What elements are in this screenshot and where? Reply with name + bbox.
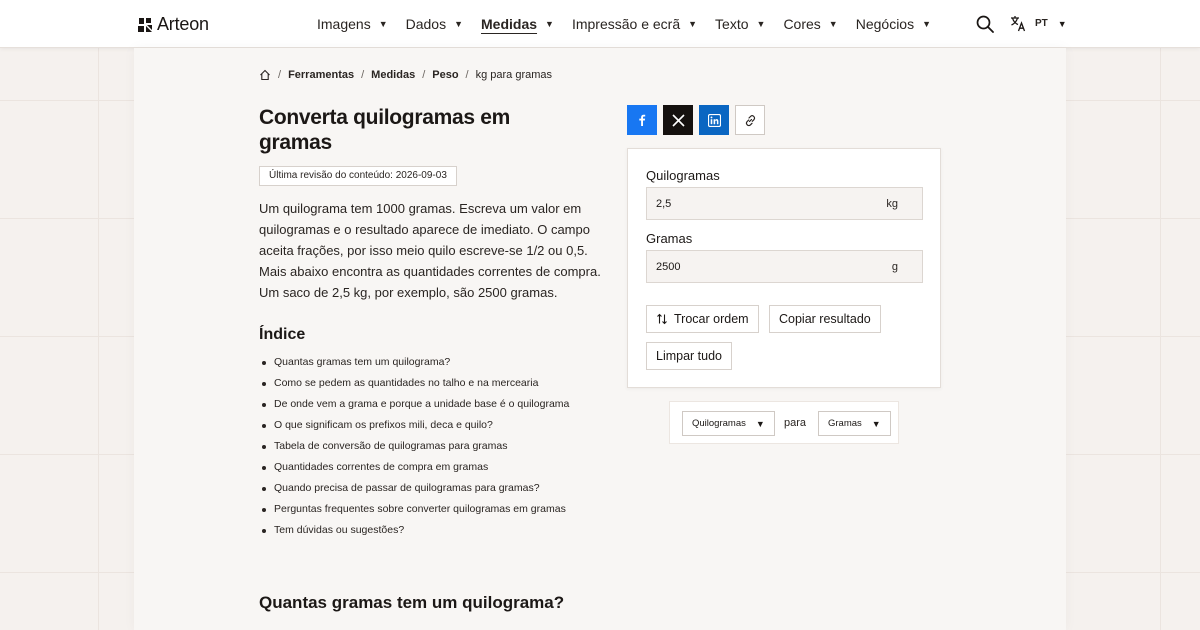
- nav-item-texto[interactable]: [715, 0, 765, 48]
- search-icon[interactable]: [976, 15, 994, 33]
- swap-order-label: Trocar ordem: [674, 312, 749, 326]
- nav-label: Negócios: [855, 16, 915, 32]
- nav-label: Dados: [405, 16, 447, 32]
- chevron-down-icon: ▼: [688, 19, 698, 29]
- toc-heading: Índice: [259, 326, 306, 343]
- main-content: [134, 48, 1066, 630]
- breadcrumb-separator: /: [361, 69, 365, 81]
- breadcrumb-current: kg para gramas: [475, 69, 553, 81]
- nav-item-dados[interactable]: [406, 0, 463, 48]
- nav-label: Impressão e ecrã: [571, 16, 681, 32]
- to-unit: g: [891, 261, 898, 273]
- chevron-down-icon: ▼: [545, 19, 554, 29]
- toc-item[interactable]: Quantidades correntes de compra em gramas: [259, 457, 569, 478]
- main-nav: [317, 0, 949, 48]
- toc-item[interactable]: Perguntas frequentes sobre converter quilogramas em gramas: [259, 499, 569, 520]
- chevron-down-icon: ▼: [922, 19, 932, 29]
- top-navigation-bar: [0, 0, 1200, 48]
- from-unit-select[interactable]: [682, 411, 775, 436]
- nav-label: Cores: [783, 16, 821, 32]
- to-field-label: Gramas: [646, 231, 693, 246]
- unit-selector-row: [669, 401, 899, 444]
- table-of-contents: [259, 352, 569, 541]
- copy-result-label: Copiar resultado: [779, 312, 871, 326]
- section-heading: Quantas gramas tem um quilograma?: [259, 593, 565, 612]
- from-unit: kg: [886, 198, 898, 210]
- linkedin-icon: [708, 114, 721, 127]
- kilograms-input[interactable]: [647, 188, 922, 219]
- share-linkedin-button[interactable]: [699, 105, 729, 135]
- breadcrumb-ferramentas[interactable]: Ferramentas: [288, 69, 355, 81]
- breadcrumb-medidas[interactable]: Medidas: [371, 69, 416, 81]
- share-buttons: [627, 105, 765, 135]
- nav-item-impressao[interactable]: [572, 0, 697, 48]
- breadcrumb: [259, 69, 552, 81]
- breadcrumb-separator: /: [422, 69, 426, 81]
- from-field-label: Quilogramas: [646, 168, 720, 183]
- breadcrumb-separator: /: [465, 69, 469, 81]
- to-field: [646, 250, 923, 283]
- home-icon[interactable]: [259, 69, 271, 81]
- x-icon: [672, 114, 685, 127]
- chevron-down-icon: ▼: [755, 418, 765, 429]
- language-code: PT: [1035, 18, 1048, 29]
- logo[interactable]: [137, 14, 209, 35]
- nav-item-imagens[interactable]: [317, 0, 388, 48]
- facebook-icon: [635, 113, 649, 127]
- clear-all-button[interactable]: [646, 342, 732, 370]
- copy-result-button[interactable]: [769, 305, 881, 333]
- chevron-down-icon: ▼: [378, 19, 388, 29]
- chevron-down-icon: ▼: [454, 19, 464, 29]
- nav-item-medidas[interactable]: [481, 0, 554, 48]
- to-unit-select[interactable]: [818, 411, 891, 436]
- nav-label: Medidas: [481, 16, 538, 32]
- nav-label: Imagens: [317, 16, 371, 32]
- toc-item[interactable]: Quando precisa de passar de quilogramas para gramas?: [259, 478, 569, 499]
- to-unit-select-value: Gramas: [828, 418, 862, 429]
- nav-label: Texto: [715, 16, 749, 32]
- chevron-down-icon: ▼: [1057, 18, 1067, 29]
- toc-item[interactable]: Como se pedem as quantidades no talho e na mercearia: [259, 373, 569, 394]
- from-unit-select-value: Quilogramas: [692, 418, 746, 429]
- breadcrumb-separator: /: [278, 69, 282, 81]
- language-selector[interactable]: [1010, 15, 1067, 32]
- intro-paragraph: Um quilograma tem 1000 gramas. Escreva um valor em quilogramas e o resultado aparece de imediato. O campo aceita frações, por isso meio quilo escreve-se 1/2 ou 0,5. Mais abaixo encontra as quantidades correntes de compra. Um saco de 2,5 kg, por exemplo, são 2500 gramas.: [259, 201, 601, 300]
- chevron-down-icon: ▼: [828, 19, 838, 29]
- nav-item-cores[interactable]: [783, 0, 837, 48]
- copy-link-button[interactable]: [735, 105, 765, 135]
- share-x-button[interactable]: [663, 105, 693, 135]
- chevron-down-icon: ▼: [871, 418, 881, 429]
- link-icon: [744, 114, 757, 127]
- page-title: Converta quilogramas em gramas: [259, 106, 511, 154]
- nav-item-negocios[interactable]: [856, 0, 931, 48]
- translate-icon: [1010, 15, 1027, 32]
- breadcrumb-peso[interactable]: Peso: [432, 69, 459, 81]
- chevron-down-icon: ▼: [756, 19, 766, 29]
- swap-icon: [656, 313, 668, 325]
- toc-item[interactable]: Tabela de conversão de quilogramas para gramas: [259, 436, 569, 457]
- converter-panel: [627, 148, 941, 388]
- toc-item[interactable]: Tem dúvidas ou sugestões?: [259, 520, 569, 541]
- swap-order-button[interactable]: [646, 305, 759, 333]
- revision-badge: Última revisão do conteúdo: 2026-09-03: [259, 166, 457, 186]
- logo-icon: [137, 17, 153, 33]
- unit-connector: para: [784, 417, 807, 429]
- toc-item[interactable]: O que significam os prefixos mili, deca e quilo?: [259, 415, 569, 436]
- clear-all-label: Limpar tudo: [656, 349, 723, 363]
- toc-item[interactable]: Quantas gramas tem um quilograma?: [259, 352, 569, 373]
- share-facebook-button[interactable]: [627, 105, 657, 135]
- from-field: [646, 187, 923, 220]
- toc-item[interactable]: De onde vem a grama e porque a unidade base é o quilograma: [259, 394, 569, 415]
- grams-input[interactable]: [647, 251, 922, 282]
- logo-text: Arteon: [157, 14, 209, 34]
